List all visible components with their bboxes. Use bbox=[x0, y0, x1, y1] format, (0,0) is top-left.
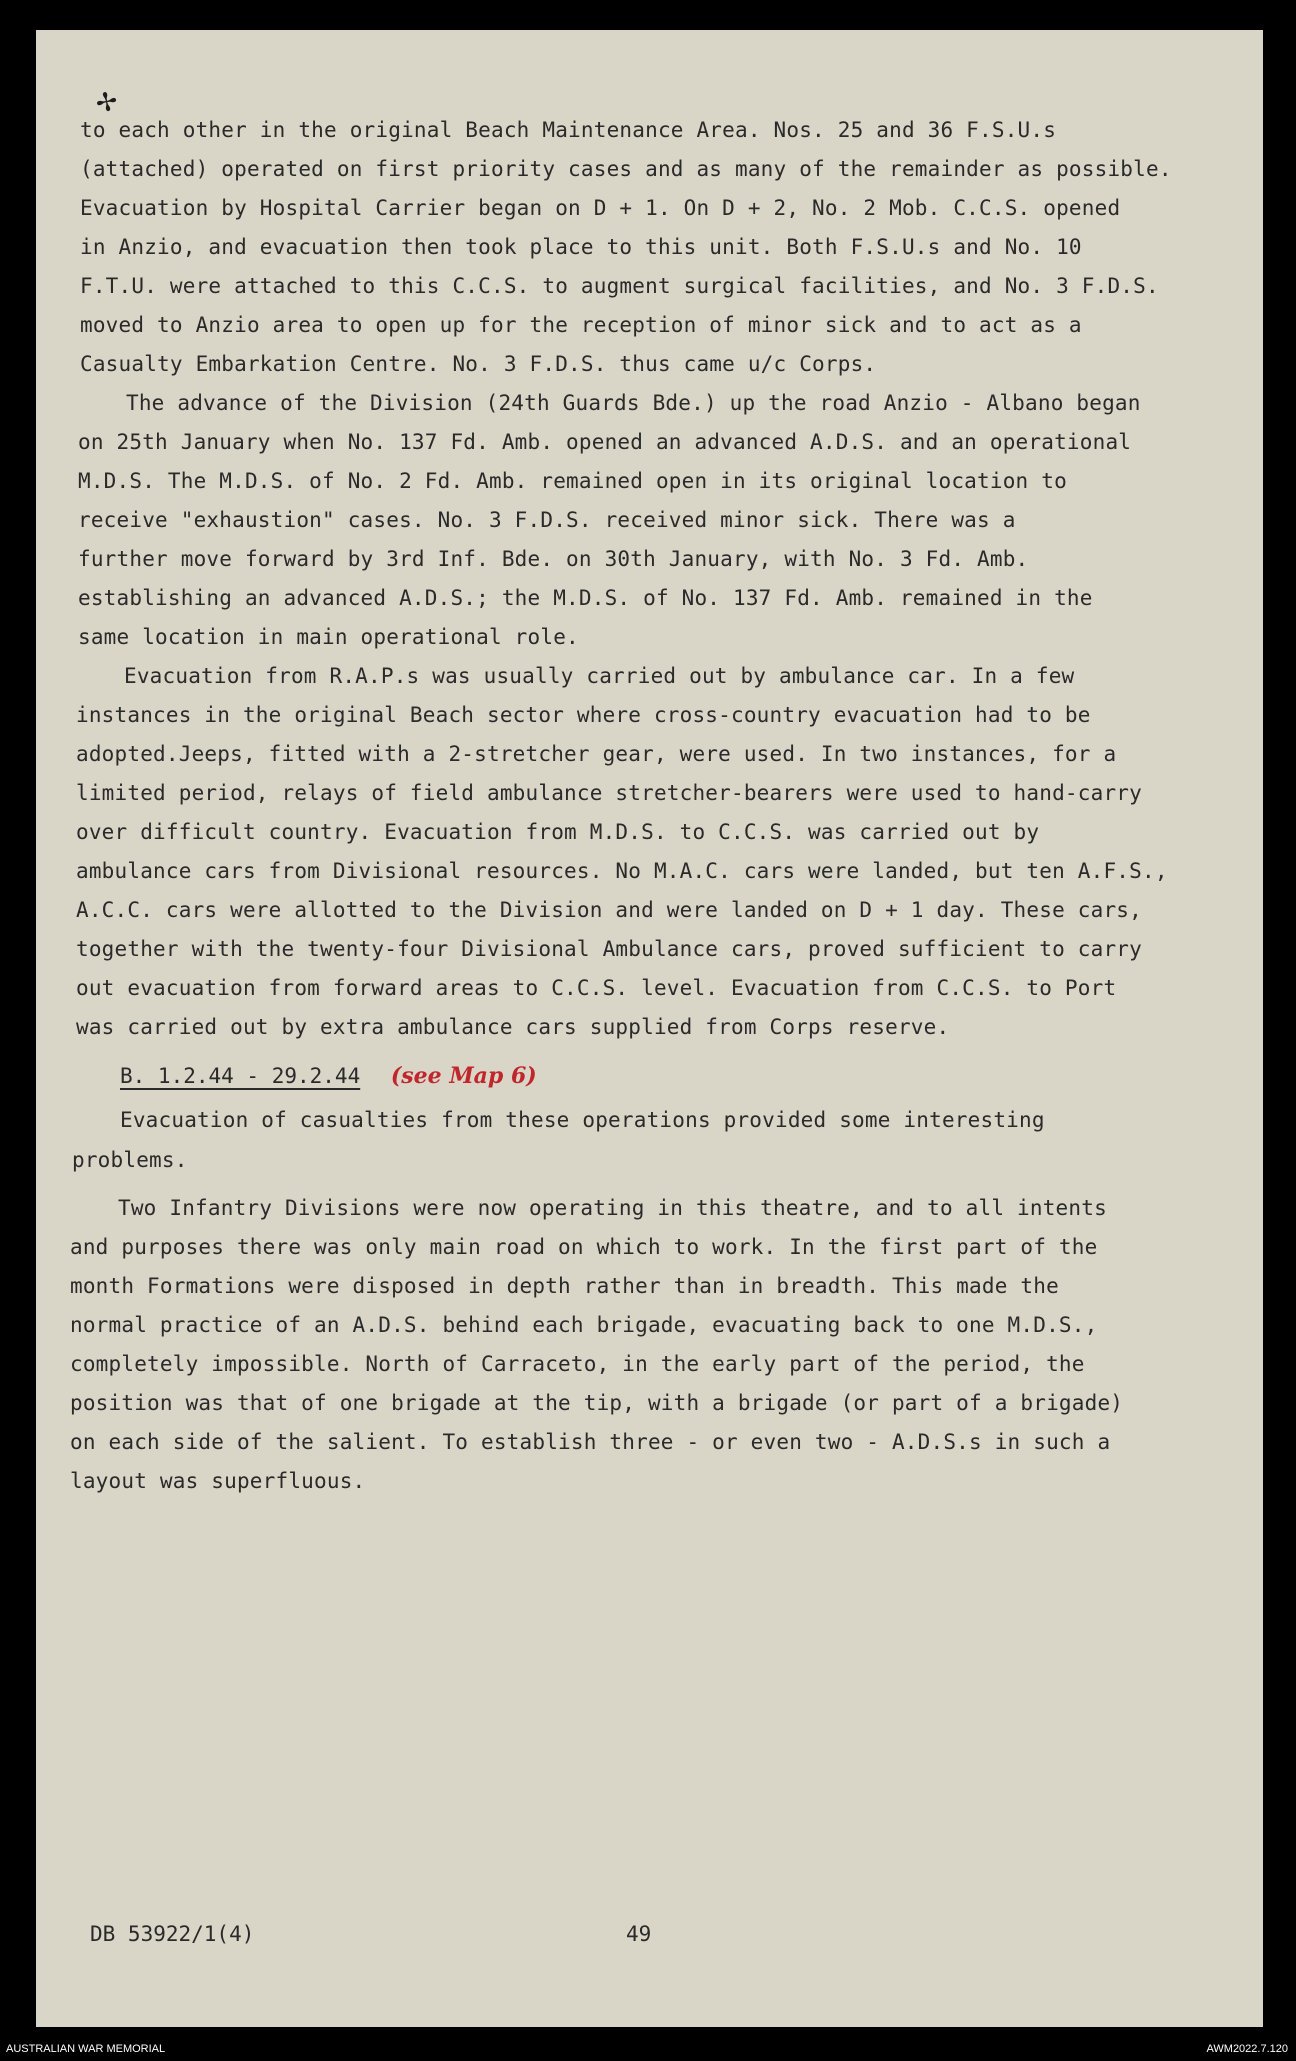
text-line: month Formations were disposed in depth rather than in breadth. This made the bbox=[70, 1274, 1059, 1298]
text-line: F.T.U. were attached to this C.C.S. to augment surgical facilities, and No. 3 F.D.S. bbox=[80, 274, 1159, 298]
text-line: over difficult country. Evacuation from M.D.S. to C.C.S. was carried out by bbox=[76, 820, 1040, 844]
document-reference: DB 53922/1(4) bbox=[90, 1922, 255, 1946]
page-number: 49 bbox=[626, 1922, 652, 1946]
text-line: out evacuation from forward areas to C.C.S. level. Evacuation from C.C.S. to Port bbox=[76, 976, 1117, 1000]
document-page bbox=[36, 30, 1263, 2027]
text-line: further move forward by 3rd Inf. Bde. on 30th January, with No. 3 Fd. Amb. bbox=[78, 547, 1029, 571]
text-line: Evacuation of casualties from these operations provided some interesting bbox=[120, 1108, 1045, 1132]
archive-id: AWM2022.7.120 bbox=[1206, 2043, 1288, 2055]
text-line: together with the twenty-four Divisional Ambulance cars, proved sufficient to carry bbox=[76, 937, 1142, 961]
text-line: limited period, relays of field ambulance stretcher-bearers were used to hand-carry bbox=[76, 781, 1142, 805]
text-line: instances in the original Beach sector where cross-country evacuation had to be bbox=[76, 703, 1091, 727]
ink-mark: ✢ bbox=[92, 78, 121, 122]
text-line: on each side of the salient. To establish three - or even two - A.D.S.s in such a bbox=[70, 1430, 1111, 1454]
text-line: (attached) operated on first priority cases and as many of the remainder as possible. bbox=[80, 157, 1172, 181]
handwritten-annotation: (see Map 6) bbox=[390, 1063, 537, 1089]
text-line: M.D.S. The M.D.S. of No. 2 Fd. Amb. remained open in its original location to bbox=[78, 469, 1067, 493]
text-line: Evacuation by Hospital Carrier began on D + 1. On D + 2, No. 2 Mob. C.C.S. opened bbox=[80, 196, 1121, 220]
text-line: The advance of the Division (24th Guards Bde.) up the road Anzio - Albano began bbox=[126, 391, 1141, 415]
text-line: ambulance cars from Divisional resources. No M.A.C. cars were landed, but ten A.F.S., bbox=[76, 859, 1168, 883]
text-line: on 25th January when No. 137 Fd. Amb. opened an advanced A.D.S. and an operational bbox=[78, 430, 1132, 454]
text-line: completely impossible. North of Carraceto, in the early part of the period, the bbox=[70, 1352, 1085, 1376]
text-line: normal practice of an A.D.S. behind each brigade, evacuating back to one M.D.S., bbox=[70, 1313, 1098, 1337]
text-line: was carried out by extra ambulance cars supplied from Corps reserve. bbox=[76, 1015, 950, 1039]
text-line: moved to Anzio area to open up for the reception of minor sick and to act as a bbox=[80, 313, 1082, 337]
text-line: adopted.Jeeps, fitted with a 2-stretcher gear, were used. In two instances, for a bbox=[76, 742, 1117, 766]
section-heading-text: B. 1.2.44 - 29.2.44 bbox=[120, 1064, 361, 1088]
text-line: A.C.C. cars were allotted to the Division and were landed on D + 1 day. These cars, bbox=[76, 898, 1142, 922]
text-line: Two Infantry Divisions were now operating in this theatre, and to all intents bbox=[118, 1196, 1107, 1220]
text-line: problems. bbox=[72, 1148, 188, 1172]
text-line: in Anzio, and evacuation then took place to this unit. Both F.S.U.s and No. 10 bbox=[80, 235, 1082, 259]
text-line: Casualty Embarkation Centre. No. 3 F.D.S. thus came u/c Corps. bbox=[80, 352, 877, 376]
text-line: layout was superfluous. bbox=[70, 1469, 366, 1493]
text-line: same location in main operational role. bbox=[78, 625, 579, 649]
archive-footer-bar bbox=[0, 2037, 1296, 2061]
text-line: position was that of one brigade at the tip, with a brigade (or part of a brigade) bbox=[70, 1391, 1124, 1415]
text-line: Evacuation from R.A.P.s was usually carried out by ambulance car. In a few bbox=[124, 664, 1075, 688]
text-line: receive "exhaustion" cases. No. 3 F.D.S. received minor sick. There was a bbox=[78, 508, 1016, 532]
section-heading bbox=[120, 1063, 537, 1089]
text-line: and purposes there was only main road on which to work. In the first part of the bbox=[70, 1235, 1098, 1259]
archive-name: AUSTRALIAN WAR MEMORIAL bbox=[6, 2043, 166, 2055]
text-line: to each other in the original Beach Maintenance Area. Nos. 25 and 36 F.S.U.s bbox=[80, 118, 1057, 142]
text-line: establishing an advanced A.D.S.; the M.D.S. of No. 137 Fd. Amb. remained in the bbox=[78, 586, 1093, 610]
